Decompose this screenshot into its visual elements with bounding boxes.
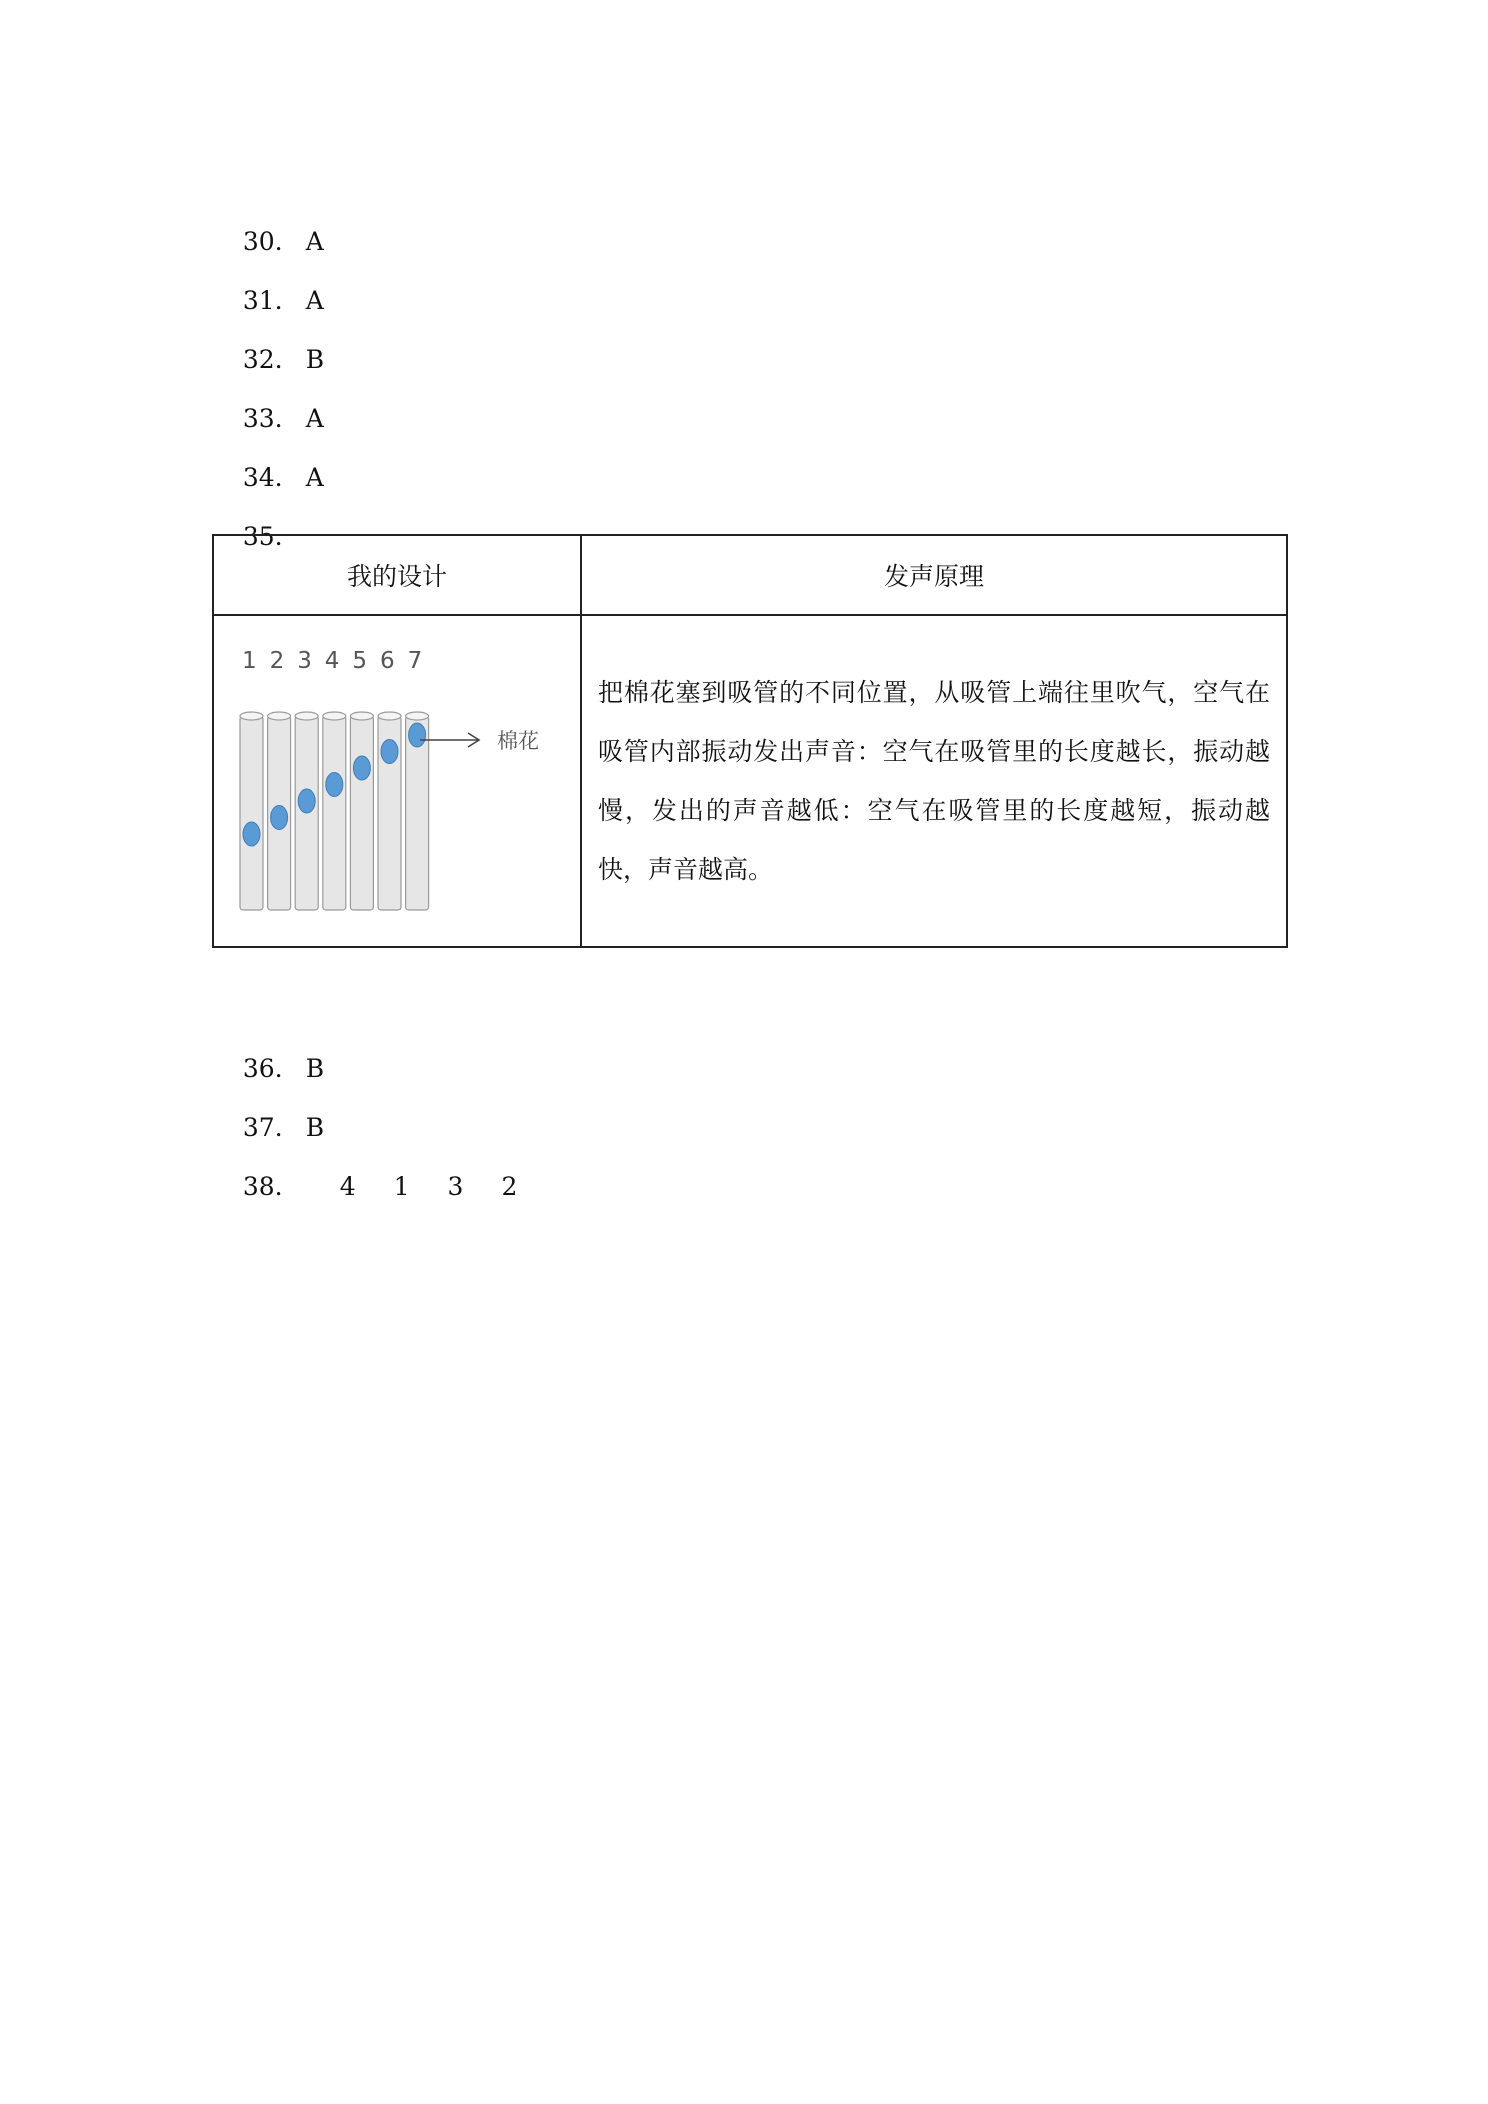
tube-number: 3: [297, 648, 312, 674]
answer-30: [227, 197, 324, 257]
tubes-group: [240, 712, 429, 910]
sequence-item: 3: [447, 1172, 464, 1201]
answer-value: A: [305, 286, 324, 315]
straw-opening: [350, 712, 373, 720]
cotton-plug: [271, 806, 288, 830]
question-number: 32．: [242, 345, 300, 374]
answer-value: A: [305, 463, 324, 492]
cotton-plug: [243, 822, 260, 846]
straw-tube: [350, 716, 373, 910]
straw-opening: [240, 712, 263, 720]
table-body-row: [213, 615, 1287, 947]
answer-value: B: [305, 345, 325, 374]
design-table: [212, 534, 1288, 948]
sequence-item: 1: [393, 1172, 410, 1201]
answer-value: B: [305, 1054, 325, 1083]
straw-opening: [295, 712, 318, 720]
straw-flute-figure: [214, 616, 578, 946]
design-figure-cell: [213, 615, 581, 947]
tube-number: 2: [269, 648, 285, 674]
cotton-plug: [298, 789, 315, 813]
answer-value: B: [305, 1113, 325, 1142]
table-header-row: [213, 535, 1287, 615]
answer-32: [227, 315, 324, 375]
cotton-plug: [353, 756, 370, 780]
answer-37: [227, 1083, 324, 1143]
header-my-design: 我的设计: [213, 535, 581, 615]
answer-36: [227, 1024, 324, 1084]
straw-opening: [268, 712, 291, 720]
answer-34: [227, 433, 324, 493]
question-number: 36．: [242, 1054, 300, 1083]
answer-value: A: [305, 404, 324, 433]
question-number: 30．: [242, 227, 300, 256]
cotton-plug: [326, 773, 343, 797]
straw-opening: [323, 712, 346, 720]
cotton-plug: [409, 723, 426, 747]
question-number: 35．: [242, 522, 300, 551]
cotton-plug: [381, 740, 398, 764]
tube-number: 7: [407, 648, 423, 674]
answer-31: [227, 256, 324, 316]
question-number: 37．: [242, 1113, 300, 1142]
tube-number: 4: [324, 648, 340, 674]
straw-tube: [323, 716, 346, 910]
answer-38: [227, 1142, 517, 1202]
answer-value: A: [305, 227, 324, 256]
question-number: 34．: [242, 463, 300, 492]
question-number: 33．: [242, 404, 300, 433]
straw-opening: [378, 712, 401, 720]
straw-tube: [240, 716, 263, 910]
sequence-item: 4: [339, 1172, 356, 1201]
cotton-label: 棉花: [497, 729, 539, 753]
question-number: 38．: [242, 1172, 300, 1201]
sound-principle-text: 把棉花塞到吸管的不同位置，从吸管上端往里吹气，空气在吸管内部振动发出声音：空气在吸管里的长度越长，振动越慢，发出的声音越低：空气在吸管里的长度越短，振动越快，声音越高。: [581, 615, 1287, 947]
header-sound-principle: 发声原理: [581, 535, 1287, 615]
question-number: 31．: [242, 286, 300, 315]
answer-33: [227, 374, 324, 434]
tube-number: 5: [352, 648, 368, 674]
tube-number: 1: [242, 648, 257, 674]
tube-number: 6: [380, 648, 395, 674]
sequence-item: 2: [501, 1172, 518, 1201]
straw-opening: [406, 712, 429, 720]
